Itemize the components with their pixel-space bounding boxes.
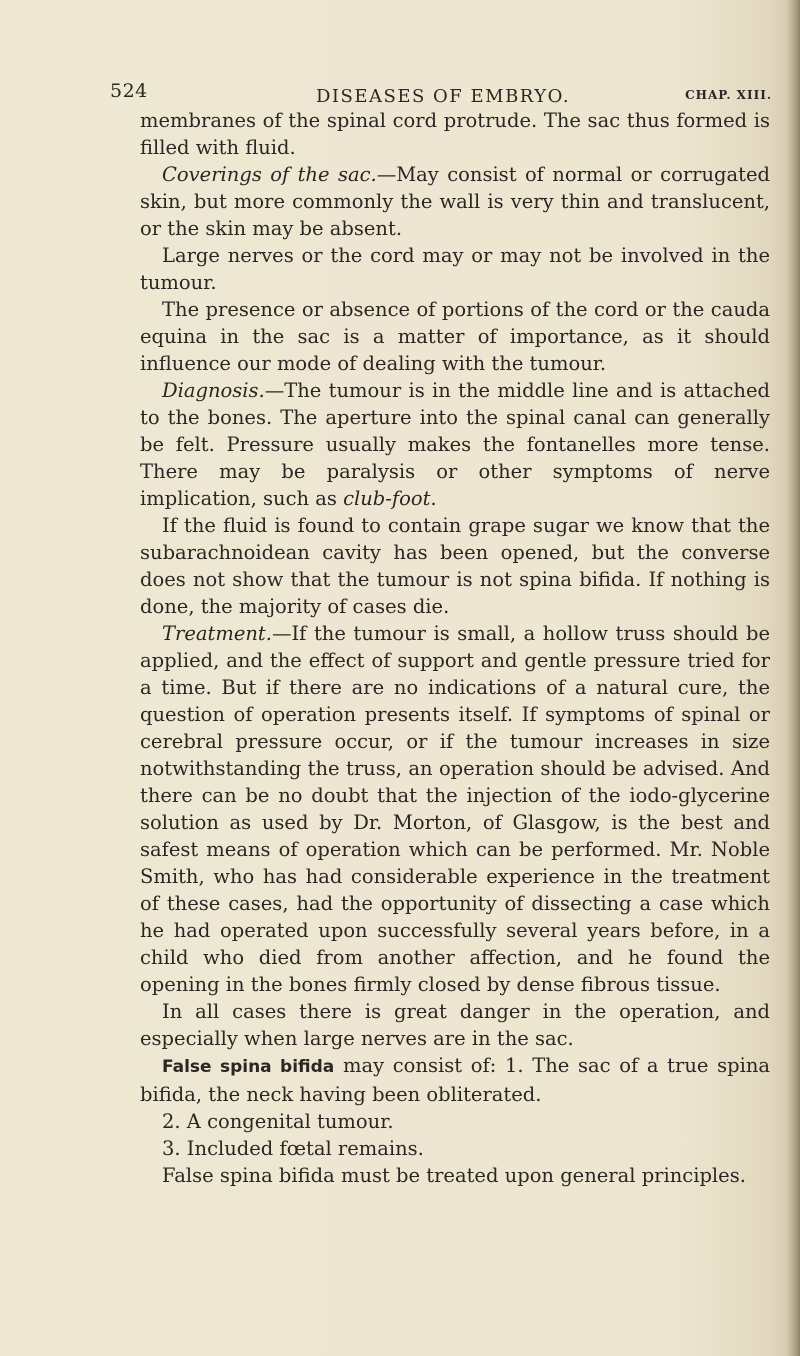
paragraph-treatment xyxy=(140,620,770,998)
paragraph xyxy=(140,1162,770,1189)
paragraph-coverings xyxy=(140,161,770,242)
section-heading: False spina bifida xyxy=(162,1057,335,1077)
list-item xyxy=(140,1135,770,1162)
running-title: DISEASES OF EMBRYO. xyxy=(316,86,571,107)
paragraph-text: —If the tumour is small, a hollow truss should be applied, and the effect of support and gentle pressure tried for a time. But if there are no indications of a natural cure, the question of operation presents itself. If symptoms of spinal or cerebral pressure occur, or if the tumour increases in size notwithstanding the truss, an operation should be advised. And there can be no doubt that the injection of the iodo-glycerine solution as used by Dr. Morton, of Glasgow, is the best and safest means of operation which can be performed. Mr. Noble Smith, who has had considerable experience in the treatment of these cases, had the opportunity of dissecting a case which he had operated upon successfully several years before, in a child who died from another affection, and he found the opening in the bones firmly closed by dense fibrous tissue. xyxy=(140,622,770,996)
list-item-text: 2. A congenital tumour. xyxy=(162,1110,394,1133)
paragraph-text: membranes of the spinal cord protrude. The sac thus formed is filled with fluid. xyxy=(140,109,770,159)
paragraph-text: may consist of: 1. The sac of a true spina bifida, the neck having been obliterated. xyxy=(140,1054,771,1106)
page-header xyxy=(110,80,772,106)
list-item-text: 3. Included fœtal remains. xyxy=(162,1137,424,1160)
list-item xyxy=(140,1108,770,1135)
section-heading: Coverings of the sac. xyxy=(162,163,377,186)
paragraph xyxy=(140,296,770,377)
page-edge-shadow xyxy=(786,0,800,1356)
paragraph xyxy=(140,242,770,296)
italic-term: club-foot xyxy=(343,487,431,510)
page-number: 524 xyxy=(110,80,148,102)
section-heading: Diagnosis. xyxy=(162,379,265,402)
paragraph xyxy=(140,512,770,620)
paragraph xyxy=(140,107,770,161)
section-heading: Treatment. xyxy=(162,622,272,645)
body-text xyxy=(140,107,770,1189)
paragraph xyxy=(140,998,770,1052)
paragraph-text: False spina bifida must be treated upon general principles. xyxy=(162,1164,746,1187)
chapter-label: CHAP. XIII. xyxy=(685,88,772,102)
paragraph-text: In all cases there is great danger in the operation, and especially when large nerves are in the sac. xyxy=(140,1000,770,1050)
paragraph-text: Large nerves or the cord may or may not be involved in the tumour. xyxy=(140,244,770,294)
paragraph-diagnosis xyxy=(140,377,770,512)
paragraph-text: —May consist of normal or corrugated skin, but more commonly the wall is very thin and translucent, or the skin may be absent. xyxy=(140,163,770,240)
paragraph-false-spina-bifida xyxy=(140,1052,770,1108)
paragraph-text: —The tumour is in the middle line and is attached to the bones. The aperture into the spinal canal can generally be felt. Pressure usually makes the fontanelles more tense. There may be paralysis or other symptoms of nerve implication, such as xyxy=(140,379,770,510)
paragraph-text: The presence or absence of portions of the cord or the cauda equina in the sac is a matter of importance, as it should influence our mode of dealing with the tumour. xyxy=(140,298,770,375)
paragraph-text: If the fluid is found to contain grape sugar we know that the subarachnoidean cavity has been opened, but the converse does not show that the tumour is not spina bifida. If nothing is done, the majority of cases die. xyxy=(140,514,770,618)
paragraph-text: . xyxy=(430,487,437,510)
